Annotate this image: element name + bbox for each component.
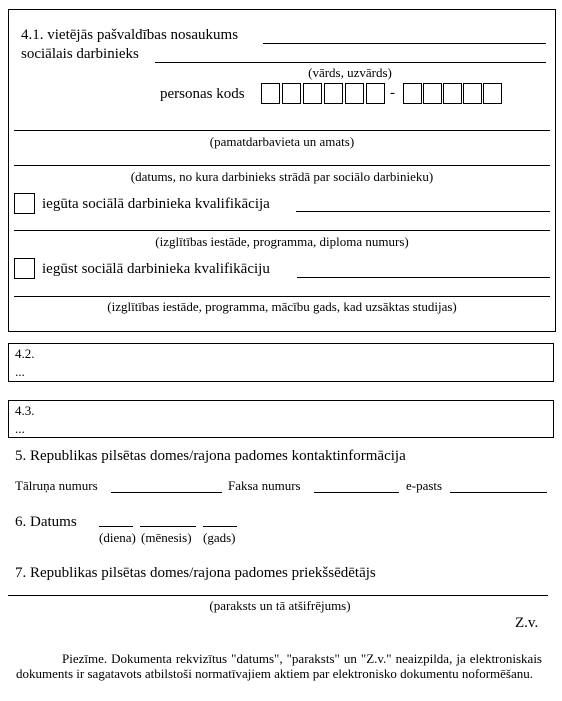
code-cell[interactable] xyxy=(324,83,343,104)
code-cell[interactable] xyxy=(483,83,502,104)
code-cell[interactable] xyxy=(366,83,385,104)
start-date-caption: (datums, no kura darbinieks strādā par sociālo darbinieku) xyxy=(130,169,434,184)
fax-label: Faksa numurs xyxy=(228,478,301,493)
day-caption: (diena) xyxy=(99,530,136,545)
municipality-label: 4.1. vietējās pašvaldības nosaukums xyxy=(21,27,239,43)
fax-field[interactable] xyxy=(314,492,399,493)
phone-field[interactable] xyxy=(111,492,222,493)
section-4-2-label: 4.2. xyxy=(15,346,35,361)
name-caption: (vārds, uzvārds) xyxy=(308,65,392,80)
stamp-placeholder: Z.v. xyxy=(515,615,539,631)
section-4-2-box xyxy=(8,343,554,382)
section-6-heading: 6. Datums xyxy=(15,514,77,530)
code-cell[interactable] xyxy=(282,83,301,104)
month-field[interactable] xyxy=(140,526,196,527)
code-cell[interactable] xyxy=(403,83,422,104)
code-cell[interactable] xyxy=(261,83,280,104)
section-4-3-ellipsis: ... xyxy=(15,421,25,436)
qualification-obtained-details-field[interactable] xyxy=(14,230,550,231)
code-cell[interactable] xyxy=(443,83,462,104)
workplace-caption: (pamatdarbavieta un amats) xyxy=(209,134,355,149)
email-field[interactable] xyxy=(450,492,547,493)
workplace-field[interactable] xyxy=(14,130,550,131)
section-4-3-label: 4.3. xyxy=(15,403,35,418)
code-cell[interactable] xyxy=(463,83,482,104)
year-field[interactable] xyxy=(203,526,237,527)
personal-code-part-2[interactable] xyxy=(403,83,506,104)
social-worker-name-field[interactable] xyxy=(155,62,546,63)
qualification-obtained-field[interactable] xyxy=(296,211,550,212)
start-date-field[interactable] xyxy=(14,165,550,166)
qualification-in-progress-checkbox[interactable] xyxy=(14,258,35,279)
section-4-2-ellipsis: ... xyxy=(15,364,25,379)
personal-code-label: personas kods xyxy=(160,86,245,102)
signature-caption: (paraksts un tā atšifrējums) xyxy=(209,598,351,613)
qualification-obtained-caption: (izglītības iestāde, programma, diploma numurs) xyxy=(155,234,409,249)
social-worker-label: sociālais darbinieks xyxy=(21,46,139,62)
section-5-heading: 5. Republikas pilsētas domes/rajona padomes kontaktinformācija xyxy=(15,448,406,464)
qualification-in-progress-details-field[interactable] xyxy=(14,296,550,297)
code-cell[interactable] xyxy=(345,83,364,104)
phone-label: Tālruņa numurs xyxy=(15,478,98,493)
qualification-obtained-label: iegūta sociālā darbinieka kvalifikācija xyxy=(42,196,270,212)
personal-code-part-1[interactable] xyxy=(261,83,385,104)
note-paragraph: Piezīme. Dokumenta rekvizītus "datums", "paraksts" un "Z.v." neaizpilda, ja elektroniskais dokuments ir sagatavots atbilstoši normatīvajiem aktiem par elektronisko dokumentu noformēšanu. xyxy=(16,651,542,681)
code-cell[interactable] xyxy=(303,83,322,104)
qualification-obtained-checkbox[interactable] xyxy=(14,193,35,214)
code-cell[interactable] xyxy=(423,83,442,104)
municipality-name-field[interactable] xyxy=(263,43,546,44)
section-7-heading: 7. Republikas pilsētas domes/rajona padomes priekšsēdētājs xyxy=(15,565,376,581)
month-caption: (mēnesis) xyxy=(141,530,192,545)
day-field[interactable] xyxy=(99,526,133,527)
year-caption: (gads) xyxy=(203,530,236,545)
qualification-in-progress-caption: (izglītības iestāde, programma, mācību gads, kad uzsāktas studijas) xyxy=(107,299,457,314)
code-separator: - xyxy=(390,85,395,101)
email-label: e-pasts xyxy=(406,478,443,493)
qualification-in-progress-label: iegūst sociālā darbinieka kvalifikāciju xyxy=(42,261,270,277)
qualification-in-progress-field[interactable] xyxy=(297,277,550,278)
section-4-3-box xyxy=(8,400,554,438)
signature-field[interactable] xyxy=(8,595,548,596)
